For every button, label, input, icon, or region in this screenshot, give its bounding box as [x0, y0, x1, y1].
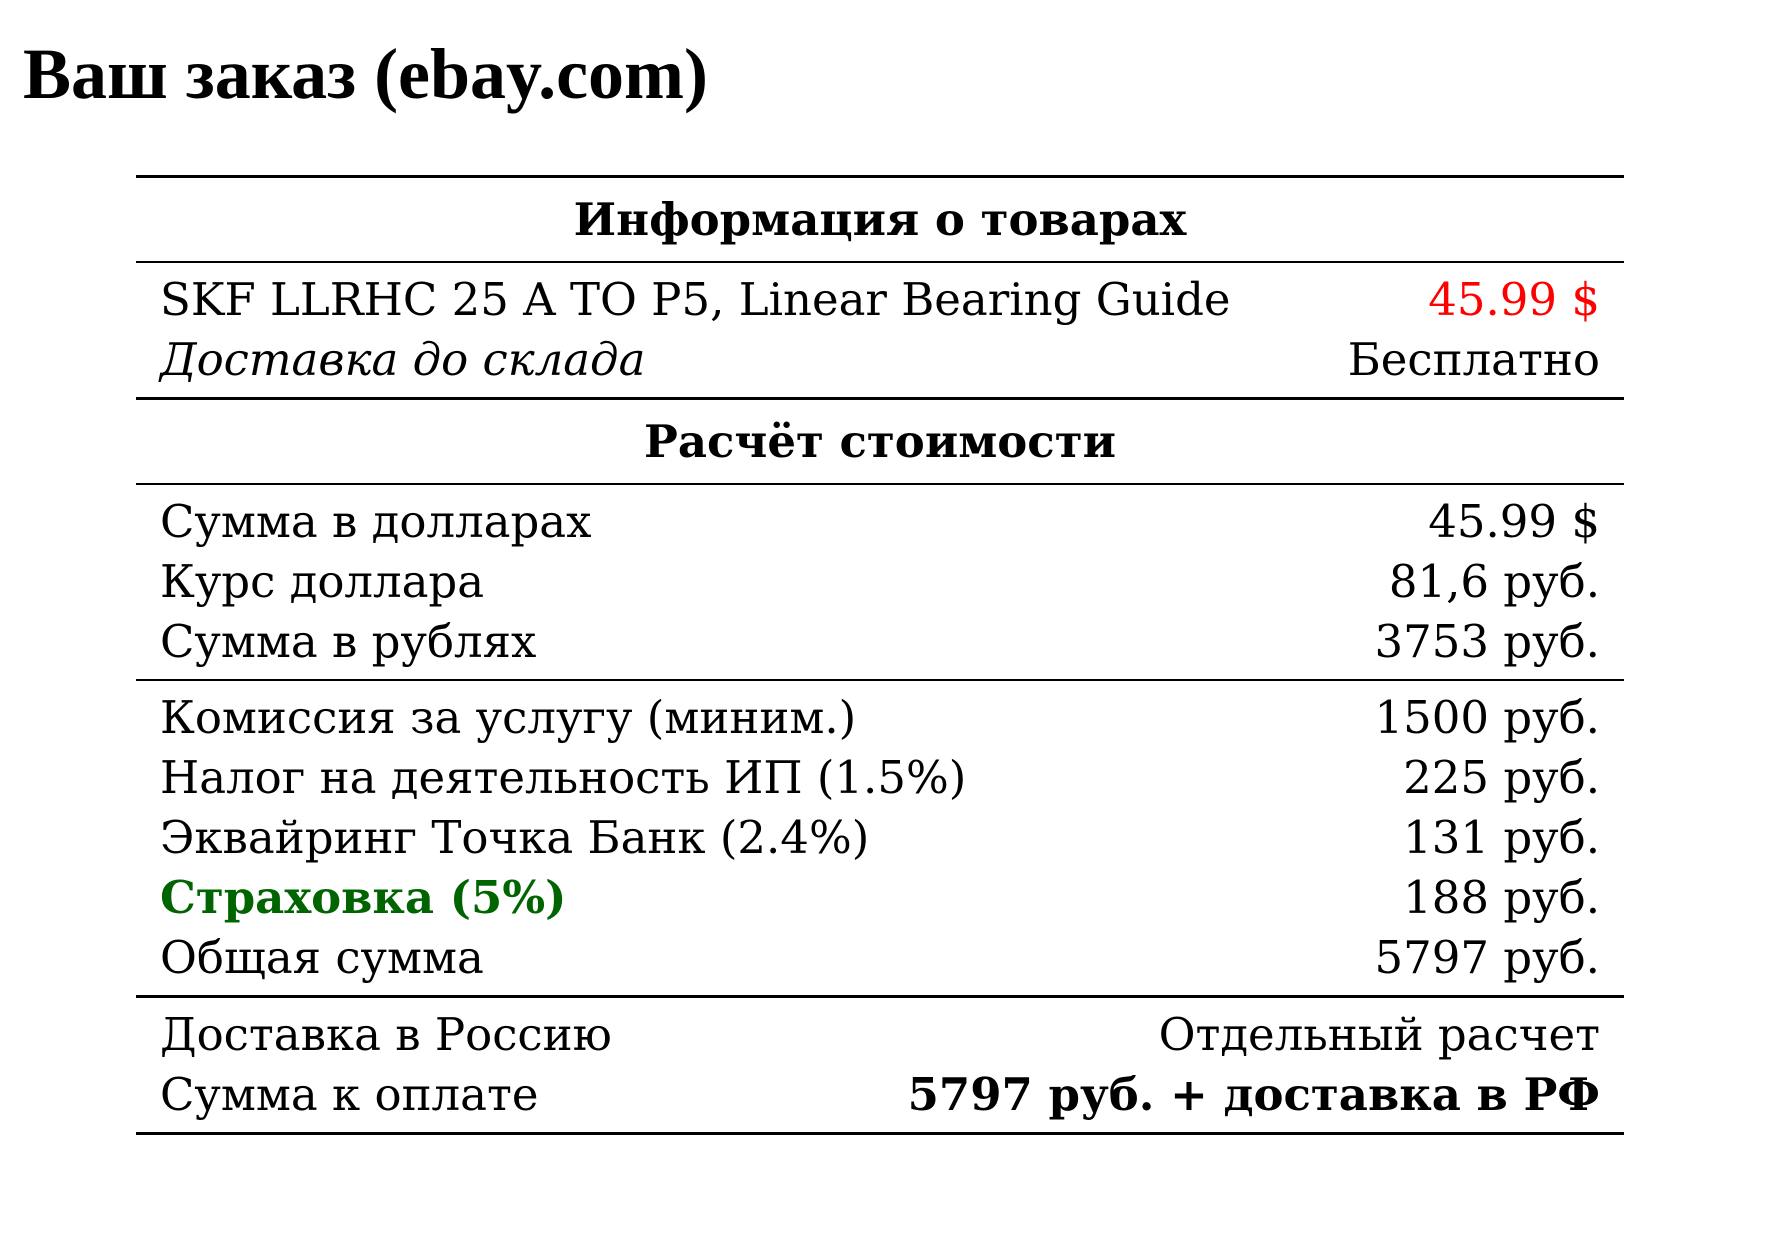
calc-rub-label: Сумма в рублях	[160, 615, 537, 668]
fee-insurance-value: 188 руб.	[1403, 871, 1600, 924]
calc-block	[136, 485, 1624, 679]
calc-usd-value: 45.99 $	[1428, 495, 1600, 548]
calc-rub-value: 3753 руб.	[1374, 615, 1600, 668]
order-summary-table	[136, 175, 1624, 1135]
fee-total-label: Общая сумма	[160, 931, 484, 984]
final-block	[136, 998, 1624, 1132]
item-block	[136, 263, 1624, 397]
page-title: Ваш заказ (ebay.com)	[23, 34, 708, 114]
item-shipping-label: Доставка до склада	[160, 333, 646, 386]
table-bottom-rule	[136, 1132, 1624, 1135]
fee-tax-label: Налог на деятельность ИП (1.5%)	[160, 751, 967, 804]
calc-rate-row	[160, 552, 1600, 612]
final-delivery-label: Доставка в Россию	[160, 1008, 612, 1061]
item-shipping-row	[160, 330, 1600, 390]
fee-commission-label: Комиссия за услугу (миним.)	[160, 691, 857, 744]
calc-rub-row	[160, 612, 1600, 672]
final-delivery-row	[160, 1005, 1600, 1065]
calc-rate-value: 81,6 руб.	[1388, 555, 1600, 608]
fee-commission-row	[160, 688, 1600, 748]
fee-acquiring-row	[160, 808, 1600, 868]
item-price: 45.99 $	[1428, 273, 1600, 326]
final-pay-label: Сумма к оплате	[160, 1068, 539, 1121]
fee-tax-row	[160, 748, 1600, 808]
fee-total-row	[160, 928, 1600, 988]
fee-insurance-row	[160, 868, 1600, 928]
item-row	[160, 270, 1600, 330]
calc-rate-label: Курс доллара	[160, 555, 485, 608]
fee-total-value: 5797 руб.	[1374, 931, 1600, 984]
final-pay-row	[160, 1065, 1600, 1125]
fees-block	[136, 681, 1624, 995]
fee-acquiring-label: Эквайринг Точка Банк (2.4%)	[160, 811, 870, 864]
fee-insurance-label: Страховка (5%)	[160, 871, 567, 924]
item-shipping-value: Бесплатно	[1347, 333, 1600, 386]
calc-section-header: Расчёт стоимости	[644, 415, 1116, 468]
calc-usd-label: Сумма в долларах	[160, 495, 592, 548]
fee-commission-value: 1500 руб.	[1374, 691, 1600, 744]
final-delivery-value: Отдельный расчет	[1158, 1008, 1600, 1061]
item-name: SKF LLRHC 25 A TO P5, Linear Bearing Guide	[160, 273, 1231, 326]
fee-acquiring-value: 131 руб.	[1403, 811, 1600, 864]
fee-tax-value: 225 руб.	[1403, 751, 1600, 804]
final-pay-value: 5797 руб. + доставка в РФ	[907, 1068, 1600, 1121]
goods-section-header: Информация о товарах	[573, 193, 1187, 246]
calc-usd-row	[160, 492, 1600, 552]
